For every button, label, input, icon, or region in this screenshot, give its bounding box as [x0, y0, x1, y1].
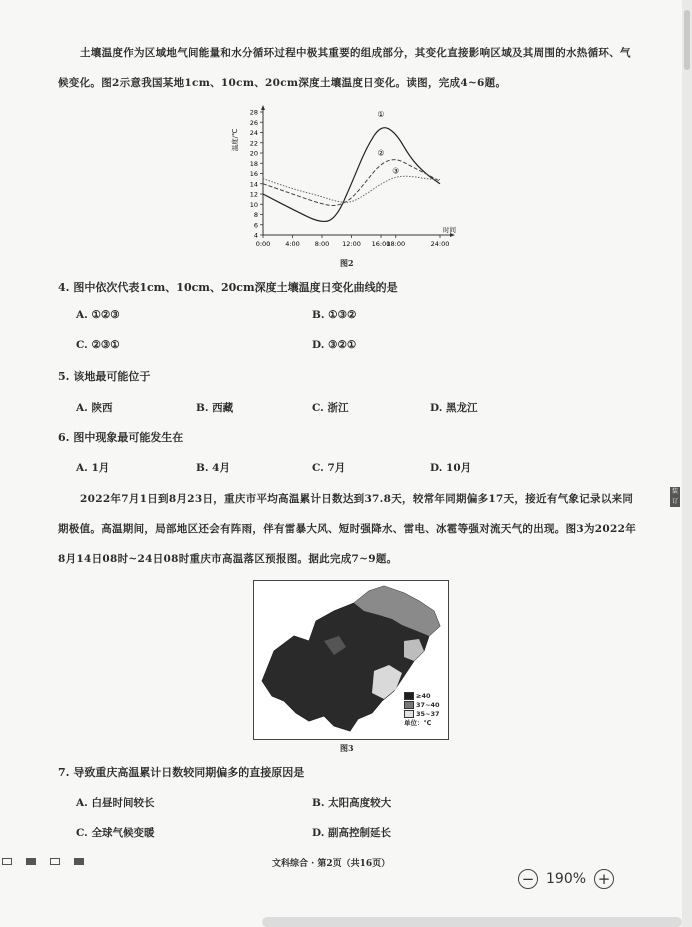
map-legend	[404, 691, 440, 727]
q6-option-c: C. 7月	[312, 462, 346, 474]
y-tick-label: 24	[249, 129, 258, 137]
x-tick-label: 12:00	[342, 240, 361, 248]
q5-option-b: B. 西藏	[196, 402, 234, 414]
zoom-in-button[interactable]: +	[594, 869, 614, 889]
zoom-out-button[interactable]: −	[518, 869, 538, 889]
zoom-level: 190%	[546, 871, 587, 887]
y-tick-label: 20	[249, 149, 258, 158]
passage-soil-temperature: 土壤温度作为区域地气间能量和水分循环过程中极其重要的组成部分，其变化直接影响区域及其周围的水热循环、气候变化。图2示意我国某地1cm、10cm、20cm深度土壤温度日变化。读图，完成4~6题。	[58, 47, 631, 89]
x-tick-label: 4:00	[285, 240, 300, 248]
y-tick-label: 6	[253, 221, 258, 230]
x-tick-label: 24:00	[430, 240, 450, 248]
soil-temperature-chart	[225, 102, 475, 267]
x-tick-label: 16:00	[371, 240, 391, 248]
passage-chongqing-heat: 2022年7月1日到8月23日，重庆市平均高温累计日数达到37.8天，较常年同期偏多17天，接近有气象记录以来同期极值。高温期间，局部地区还会有阵雨，伴有雷暴大风、短时强降水、雷电、冰雹等强对流天气的出现。图3为2022年8月14日08时~24日08时重庆市高温落区预报图。据此完成7~9题。	[58, 493, 637, 565]
series-line-1	[263, 128, 440, 222]
legend-item: ≥40	[404, 691, 440, 700]
chongqing-heat-map	[253, 580, 449, 740]
page-thumb-2[interactable]	[26, 858, 36, 865]
page-thumb-3[interactable]	[50, 858, 60, 865]
q4-option-b: B. ①③②	[312, 309, 357, 321]
y-tick-label: 28	[249, 108, 258, 117]
q4-option-a: A. ①②③	[76, 309, 120, 321]
y-axis-label: 温度/℃	[231, 128, 239, 152]
x-tick-label: 18:00	[386, 240, 406, 248]
series-label-2: ②	[377, 148, 385, 158]
question-6-stem: 6. 图中现象最可能发生在	[58, 431, 184, 444]
y-tick-label: 4	[253, 231, 258, 240]
q6-option-b: B. 4月	[196, 462, 230, 474]
vertical-scrollbar[interactable]	[682, 0, 692, 927]
q7-option-c: C. 全球气候变暖	[76, 827, 155, 839]
x-tick-label: 0:00	[255, 240, 271, 248]
page-footer: 文科综合 · 第2页（共16页）	[272, 859, 391, 869]
q6-option-d: D. 10月	[430, 462, 472, 474]
y-axis-arrow	[261, 105, 265, 110]
q5-option-a: A. 陕西	[76, 402, 113, 414]
legend-swatch-35-37	[404, 710, 414, 718]
figure-2-caption: 图2	[340, 258, 354, 268]
q5-option-d: D. 黑龙江	[430, 402, 478, 414]
q6-option-a: A. 1月	[76, 462, 110, 474]
y-tick-label: 22	[249, 139, 258, 148]
legend-unit: 单位：℃	[404, 719, 432, 727]
chart-series	[263, 128, 440, 222]
y-tick-label: 16	[249, 170, 258, 178]
legend-swatch-37-40	[404, 701, 414, 709]
horizontal-scrollbar[interactable]	[262, 917, 682, 927]
question-5-stem: 5. 该地最可能位于	[58, 370, 151, 383]
q7-option-d: D. 副高控制延长	[312, 827, 392, 839]
page-thumb-4[interactable]	[74, 858, 84, 865]
q4-option-c: C. ②③①	[76, 339, 120, 351]
figure-3-caption: 图3	[340, 743, 354, 753]
x-tick-label: 8:00	[314, 240, 330, 248]
q7-option-b: B. 太阳高度较大	[312, 797, 392, 809]
legend-item: 37~40	[404, 700, 440, 709]
vertical-scroll-thumb[interactable]	[684, 10, 690, 70]
y-tick-label: 18	[249, 159, 258, 168]
y-tick-label: 14	[249, 180, 258, 189]
question-7-stem: 7. 导致重庆高温累计日数较同期偏多的直接原因是	[58, 766, 305, 779]
y-tick-label: 8	[253, 211, 258, 219]
y-tick-label: 10	[249, 200, 258, 209]
legend-swatch-40	[404, 692, 414, 700]
q7-option-a: A. 白昼时间较长	[76, 797, 155, 809]
chart-axes	[230, 105, 457, 248]
legend-item: 35~37	[404, 709, 440, 718]
binding-side-tab: 装订	[671, 488, 678, 505]
page-thumb-1[interactable]	[2, 858, 12, 865]
chart-labels	[377, 110, 399, 175]
y-tick-label: 26	[249, 118, 258, 127]
y-tick-label: 12	[249, 190, 258, 199]
series-label-1: ①	[377, 110, 385, 120]
q5-option-c: C. 浙江	[312, 402, 349, 414]
x-axis-label: 时间	[443, 226, 456, 234]
q4-option-d: D. ③②①	[312, 339, 357, 351]
zoom-control	[518, 868, 614, 890]
series-label-3: ③	[392, 166, 400, 176]
question-4-stem: 4. 图中依次代表1cm、10cm、20cm深度土壤温度日变化曲线的是	[58, 281, 398, 294]
